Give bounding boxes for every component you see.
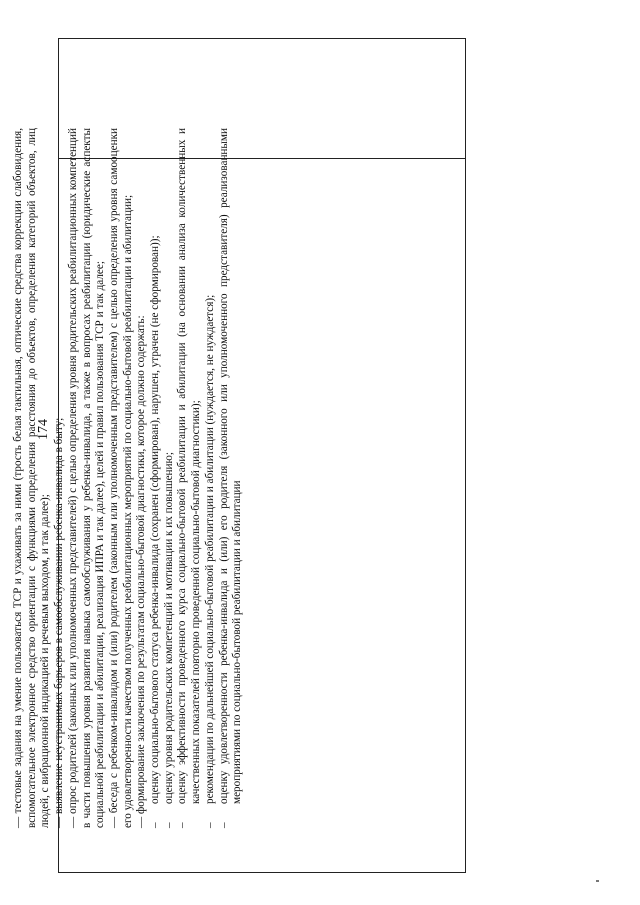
list-item-text: оценку уровня родительских компетенций и мотивации к их повышению; xyxy=(162,452,175,804)
list-dash: – xyxy=(217,822,230,828)
paragraph-parent-survey: — опрос родителей (законных или уполномоченных представителей) с целью определения уровня родительских реабилитационных компетенций в части повышения уровня развития навыка самообслуживания у ребенка-инвалида, а также в вопросах реабилитации (юридические аспекты социальной реабилитации и абилитации, реализация ИПРА и так далее), целей и правил пользования ТСР и так далее; xyxy=(66,128,107,828)
list-item xyxy=(176,128,203,828)
list-item-text: рекомендации по дальнейшей социально-бытовой реабилитации и абилитации (нуждается, не нуждается); xyxy=(203,294,216,804)
list-item-text: оценку социально-бытового статуса ребенка-инвалида (сохранен (сформирован), нарушен, утрачен (не сформирован)); xyxy=(149,235,162,804)
page-number: 174 xyxy=(36,419,51,440)
scan-speck xyxy=(596,880,599,882)
list-dash: – xyxy=(176,822,189,828)
list-item xyxy=(218,128,245,828)
table-cell-text xyxy=(12,128,408,828)
list-item xyxy=(149,128,163,828)
list-dash: – xyxy=(203,822,216,828)
list-item-text: оценку эффективности проведенного курса социально-бытовой реабилитации и абилитации (на основании анализа количественных и качественных показателей повторно проведенной социально-бытовой диагностики); xyxy=(176,128,203,804)
list-dash: – xyxy=(162,822,175,828)
list-item xyxy=(204,128,218,828)
list-item-text: оценку удовлетворенности ребенка-инвалида и (или) его родителя (законного или уполномоченного представителя) реализованными мероприятиями по социально-бытовой реабилитации и абилитации xyxy=(217,128,244,804)
paragraph-conversation: — беседа с ребенком-инвалидом и (или) родителем (законным или уполномоченным представителем) с целью определения уровня самооценки его удовлетворенности качеством полученных реабилитационных мероприятий по социально-бытовой реабилитации и абилитации; xyxy=(107,128,134,828)
paragraph-test-tasks: — тестовые задания на умение пользоваться ТСР и ухаживать за ними (трость белая тактильная, оптические средства коррекции слабовидения, вспомогательное электронное средство ориентации с функциями определения расстояния до объектов, определения категорий объектов, лиц людей, с вибрационной индикацией и речевым выходом, и так далее); xyxy=(12,128,52,828)
paragraph-conclusion: — формирование заключения по результатам социально-бытовой диагностики, которое должно содержать: xyxy=(135,315,148,828)
paragraph-barriers: — выявление неустранимых барьеров в самообслуживании ребенка-инвалида в быту; xyxy=(53,417,66,828)
list-dash: – xyxy=(149,822,162,828)
list-item xyxy=(163,128,177,828)
